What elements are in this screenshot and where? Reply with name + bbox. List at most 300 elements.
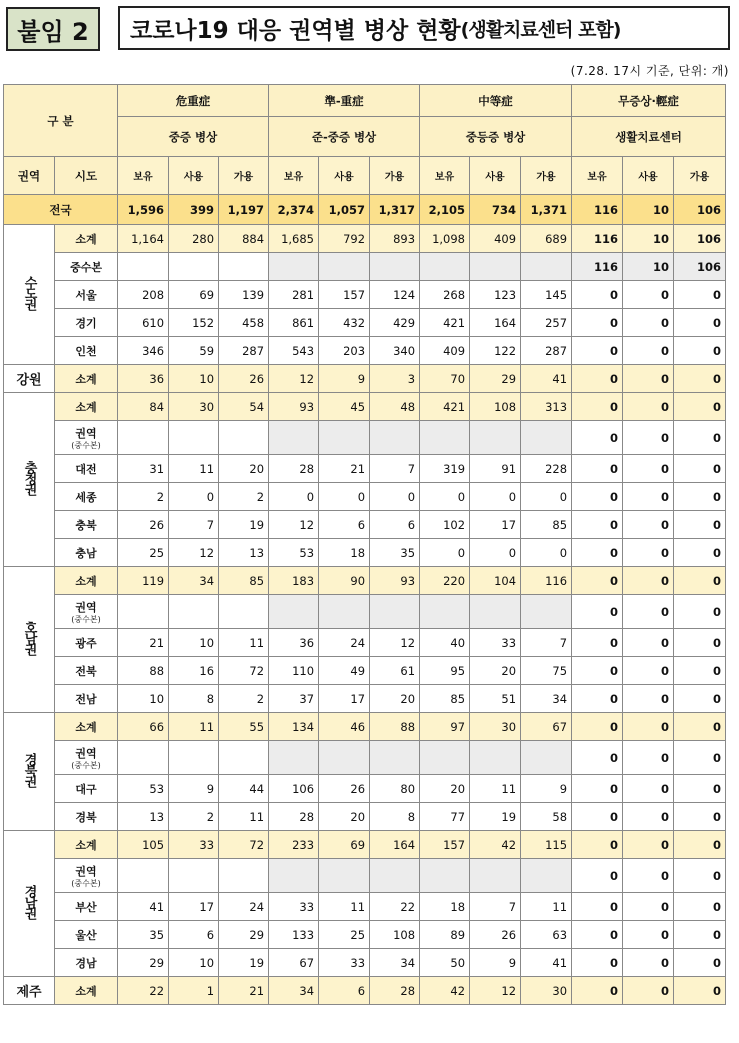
table-cell: 0 — [674, 713, 726, 741]
table-cell: 0 — [623, 365, 674, 393]
sido-name: 경북 — [75, 810, 97, 824]
table-cell — [169, 253, 219, 281]
table-cell: 10 — [623, 225, 674, 253]
table-cell: 34 — [370, 949, 420, 977]
table-cell: 409 — [470, 225, 521, 253]
table-cell: 89 — [420, 921, 470, 949]
table-cell: 58 — [521, 803, 572, 831]
table-cell: 40 — [420, 629, 470, 657]
table-row — [4, 977, 726, 1005]
table-cell: 287 — [219, 337, 269, 365]
region-name: 충청권 — [21, 461, 37, 494]
table-row — [4, 775, 726, 803]
table-cell: 0 — [674, 775, 726, 803]
table-row — [4, 685, 726, 713]
table-cell: 893 — [370, 225, 420, 253]
table-cell: 0 — [623, 393, 674, 421]
table-cell: 0 — [470, 483, 521, 511]
sido-cell — [55, 977, 118, 1005]
table-cell: 134 — [269, 713, 319, 741]
table-cell: 10 — [623, 195, 674, 225]
table-cell: 0 — [572, 455, 623, 483]
table-cell: 106 — [674, 225, 726, 253]
table-cell: 53 — [269, 539, 319, 567]
table-cell: 689 — [521, 225, 572, 253]
sido-cell — [55, 775, 118, 803]
table-cell: 20 — [319, 803, 370, 831]
region-cell — [4, 567, 55, 713]
table-cell: 0 — [572, 921, 623, 949]
sido-name: 울산 — [75, 928, 97, 942]
table-cell: 0 — [572, 713, 623, 741]
header-sub-own: 보유 — [420, 157, 470, 195]
table-cell — [370, 421, 420, 455]
table-cell: 35 — [370, 539, 420, 567]
header-sido: 시도 — [55, 157, 118, 195]
table-cell: 69 — [169, 281, 219, 309]
table-cell: 9 — [319, 365, 370, 393]
table-cell: 29 — [118, 949, 169, 977]
table-row — [4, 595, 726, 629]
table-cell: 0 — [420, 539, 470, 567]
table-cell — [118, 741, 169, 775]
sido-name: 충북 — [75, 518, 97, 532]
sido-cell — [55, 859, 118, 893]
header-sub-used: 사용 — [169, 157, 219, 195]
table-cell: 7 — [169, 511, 219, 539]
table-cell: 36 — [269, 629, 319, 657]
table-cell: 0 — [674, 977, 726, 1005]
sido-cell — [55, 483, 118, 511]
table-row — [4, 893, 726, 921]
table-row — [4, 831, 726, 859]
table-row — [4, 539, 726, 567]
table-cell: 55 — [219, 713, 269, 741]
table-cell: 12 — [269, 365, 319, 393]
table-cell: 0 — [623, 685, 674, 713]
table-cell: 9 — [521, 775, 572, 803]
header-gubun: 구 분 — [4, 85, 118, 157]
table-row — [4, 657, 726, 685]
sido-name: 경기 — [75, 316, 97, 330]
table-cell: 48 — [370, 393, 420, 421]
sido-name: 부산 — [75, 900, 97, 914]
table-cell: 80 — [370, 775, 420, 803]
table-cell: 50 — [420, 949, 470, 977]
table-cell: 0 — [623, 921, 674, 949]
sido-cell — [55, 309, 118, 337]
table-cell: 20 — [470, 657, 521, 685]
header-sub-own: 보유 — [572, 157, 623, 195]
table-cell: 85 — [521, 511, 572, 539]
table-cell: 0 — [674, 309, 726, 337]
table-cell: 13 — [219, 539, 269, 567]
table-cell — [319, 595, 370, 629]
table-cell: 421 — [420, 309, 470, 337]
table-cell: 33 — [470, 629, 521, 657]
table-row — [4, 921, 726, 949]
table-row — [4, 393, 726, 421]
sido-name: 대구 — [75, 782, 97, 796]
table-row — [4, 337, 726, 365]
table-cell: 10 — [118, 685, 169, 713]
table-cell: 20 — [219, 455, 269, 483]
header-sub-avail: 가용 — [219, 157, 269, 195]
table-cell: 0 — [674, 337, 726, 365]
table-cell: 44 — [219, 775, 269, 803]
table-row — [4, 483, 726, 511]
sido-cell — [55, 393, 118, 421]
table-cell: 861 — [269, 309, 319, 337]
sido-cell — [55, 949, 118, 977]
sido-cell — [55, 539, 118, 567]
sido-cell — [55, 253, 118, 281]
table-cell: 139 — [219, 281, 269, 309]
sido-name: 소계 — [75, 400, 97, 414]
table-cell: 34 — [169, 567, 219, 595]
table-cell: 0 — [269, 483, 319, 511]
table-cell: 0 — [572, 893, 623, 921]
table-cell — [219, 741, 269, 775]
sido-name: 소계 — [75, 984, 97, 998]
table-cell: 45 — [319, 393, 370, 421]
header-sub-avail: 가용 — [521, 157, 572, 195]
header-group-hanja: 中等症 — [420, 85, 572, 117]
table-cell: 106 — [674, 195, 726, 225]
table-cell: 108 — [470, 393, 521, 421]
table-cell: 12 — [269, 511, 319, 539]
table-cell: 0 — [572, 657, 623, 685]
header-sub-used: 사용 — [623, 157, 674, 195]
table-cell — [118, 253, 169, 281]
table-cell: 287 — [521, 337, 572, 365]
table-cell: 41 — [521, 949, 572, 977]
table-cell: 0 — [623, 567, 674, 595]
table-cell: 19 — [219, 511, 269, 539]
table-cell: 2 — [118, 483, 169, 511]
table-row — [4, 365, 726, 393]
sido-name: 인천 — [75, 344, 97, 358]
table-cell: 110 — [269, 657, 319, 685]
sido-cell — [55, 657, 118, 685]
table-cell: 97 — [420, 713, 470, 741]
table-cell: 0 — [674, 483, 726, 511]
table-cell — [420, 741, 470, 775]
sido-cell — [55, 831, 118, 859]
table-cell — [521, 741, 572, 775]
table-cell: 102 — [420, 511, 470, 539]
table-cell: 7 — [521, 629, 572, 657]
table-cell: 0 — [572, 511, 623, 539]
table-cell: 0 — [674, 567, 726, 595]
header-group-label: 중증 병상 — [118, 117, 269, 157]
header-sub-own: 보유 — [269, 157, 319, 195]
table-cell: 35 — [118, 921, 169, 949]
header-sub-avail: 가용 — [370, 157, 420, 195]
table-cell: 0 — [674, 539, 726, 567]
table-row-total — [4, 195, 726, 225]
table-cell — [219, 595, 269, 629]
table-cell: 8 — [169, 685, 219, 713]
table-cell: 21 — [118, 629, 169, 657]
table-cell: 0 — [674, 831, 726, 859]
table-cell: 2,105 — [420, 195, 470, 225]
sido-name: 소계 — [75, 232, 97, 246]
table-cell: 1,197 — [219, 195, 269, 225]
table-cell: 0 — [623, 775, 674, 803]
region-name: 수도권 — [21, 276, 37, 309]
table-cell: 24 — [219, 893, 269, 921]
table-cell — [169, 421, 219, 455]
header-row-sub — [4, 157, 726, 195]
table-row — [4, 225, 726, 253]
table-cell: 33 — [319, 949, 370, 977]
table-cell: 0 — [572, 775, 623, 803]
table-cell: 0 — [572, 741, 623, 775]
table-cell: 0 — [521, 483, 572, 511]
table-cell: 0 — [623, 713, 674, 741]
table-cell: 11 — [470, 775, 521, 803]
table-cell: 0 — [623, 595, 674, 629]
table-cell: 66 — [118, 713, 169, 741]
table-cell: 19 — [470, 803, 521, 831]
title-main: 코로나19 대응 권역별 병상 현황 — [130, 17, 461, 44]
table-cell: 21 — [219, 977, 269, 1005]
sido-cell — [55, 893, 118, 921]
table-cell — [470, 253, 521, 281]
table-cell: 0 — [623, 741, 674, 775]
table-cell — [269, 859, 319, 893]
table-cell: 84 — [118, 393, 169, 421]
table-cell: 85 — [420, 685, 470, 713]
table-cell: 0 — [319, 483, 370, 511]
table-cell: 0 — [623, 949, 674, 977]
table-cell: 116 — [572, 253, 623, 281]
table-cell — [470, 595, 521, 629]
table-cell — [420, 859, 470, 893]
table-cell — [169, 859, 219, 893]
table-cell: 0 — [674, 421, 726, 455]
table-cell: 0 — [370, 483, 420, 511]
sido-cell — [55, 365, 118, 393]
table-cell: 164 — [370, 831, 420, 859]
table-cell: 164 — [470, 309, 521, 337]
sido-name: 경남 — [75, 956, 97, 970]
table-cell: 59 — [169, 337, 219, 365]
sido-cell — [55, 803, 118, 831]
table-cell — [370, 253, 420, 281]
table-cell — [118, 421, 169, 455]
table-cell: 0 — [674, 365, 726, 393]
sido-name: 대전 — [75, 462, 97, 476]
table-cell: 6 — [370, 511, 420, 539]
table-cell: 432 — [319, 309, 370, 337]
sido-cell — [55, 685, 118, 713]
table-cell: 10 — [623, 253, 674, 281]
table-cell: 41 — [521, 365, 572, 393]
table-cell: 152 — [169, 309, 219, 337]
table-cell: 108 — [370, 921, 420, 949]
table-cell: 399 — [169, 195, 219, 225]
sido-cell — [55, 455, 118, 483]
table-cell: 25 — [319, 921, 370, 949]
sido-cell — [55, 567, 118, 595]
table-cell: 1,098 — [420, 225, 470, 253]
table-cell — [370, 595, 420, 629]
table-cell: 0 — [572, 483, 623, 511]
table-cell: 0 — [674, 281, 726, 309]
region-cell — [4, 831, 55, 977]
sido-cell — [55, 713, 118, 741]
table-cell: 11 — [521, 893, 572, 921]
table-cell: 1,371 — [521, 195, 572, 225]
sido-name: 소계 — [75, 838, 97, 852]
table-cell: 0 — [623, 977, 674, 1005]
table-cell: 33 — [169, 831, 219, 859]
table-cell: 116 — [572, 195, 623, 225]
table-row — [4, 629, 726, 657]
table-cell: 12 — [169, 539, 219, 567]
table-cell — [319, 741, 370, 775]
table-cell: 610 — [118, 309, 169, 337]
table-cell: 115 — [521, 831, 572, 859]
table-cell — [521, 859, 572, 893]
table-cell: 26 — [319, 775, 370, 803]
table-cell: 31 — [118, 455, 169, 483]
table-cell: 30 — [169, 393, 219, 421]
table-cell: 6 — [319, 977, 370, 1005]
table-cell — [319, 253, 370, 281]
table-cell: 157 — [319, 281, 370, 309]
table-cell: 104 — [470, 567, 521, 595]
table-cell: 0 — [623, 539, 674, 567]
table-cell: 41 — [118, 893, 169, 921]
table-cell: 30 — [470, 713, 521, 741]
table-cell: 0 — [674, 511, 726, 539]
table-row — [4, 455, 726, 483]
table-cell — [269, 595, 319, 629]
sido-name: 권역 — [75, 865, 97, 878]
table-cell: 0 — [572, 629, 623, 657]
table-cell: 0 — [572, 831, 623, 859]
header-group-hanja: 危重症 — [118, 85, 269, 117]
table-cell: 0 — [623, 629, 674, 657]
table-cell: 313 — [521, 393, 572, 421]
table-cell: 203 — [319, 337, 370, 365]
table-cell — [370, 859, 420, 893]
table-cell: 0 — [623, 309, 674, 337]
sido-name: 소계 — [75, 372, 97, 386]
table-cell: 0 — [623, 281, 674, 309]
table-cell: 67 — [521, 713, 572, 741]
table-cell: 26 — [470, 921, 521, 949]
table-cell: 1,317 — [370, 195, 420, 225]
table-cell: 257 — [521, 309, 572, 337]
sido-name: 전북 — [75, 664, 97, 678]
table-cell: 123 — [470, 281, 521, 309]
table-cell: 340 — [370, 337, 420, 365]
table-cell: 1 — [169, 977, 219, 1005]
table-cell: 734 — [470, 195, 521, 225]
table-cell: 0 — [674, 455, 726, 483]
table-row — [4, 713, 726, 741]
table-cell: 0 — [572, 803, 623, 831]
table-row — [4, 803, 726, 831]
header-sub-used: 사용 — [319, 157, 370, 195]
table-cell: 54 — [219, 393, 269, 421]
table-cell: 7 — [370, 455, 420, 483]
table-row — [4, 281, 726, 309]
table-cell — [470, 859, 521, 893]
table-cell — [370, 741, 420, 775]
header-region: 권역 — [4, 157, 55, 195]
table-cell: 0 — [572, 281, 623, 309]
table-cell — [420, 595, 470, 629]
table-row — [4, 949, 726, 977]
table-cell: 228 — [521, 455, 572, 483]
table-cell — [420, 421, 470, 455]
region-name: 경남권 — [21, 885, 37, 918]
table-cell: 46 — [319, 713, 370, 741]
table-cell: 1,685 — [269, 225, 319, 253]
table-cell: 133 — [269, 921, 319, 949]
table-cell: 26 — [219, 365, 269, 393]
table-cell: 61 — [370, 657, 420, 685]
table-cell: 346 — [118, 337, 169, 365]
table-cell: 29 — [470, 365, 521, 393]
table-cell: 145 — [521, 281, 572, 309]
sido-name: 중수본 — [70, 260, 102, 274]
sido-cell — [55, 511, 118, 539]
table-cell: 0 — [420, 483, 470, 511]
table-cell: 421 — [420, 393, 470, 421]
table-cell: 67 — [269, 949, 319, 977]
region-cell: 강원 — [4, 365, 55, 393]
table-cell: 13 — [118, 803, 169, 831]
table-cell: 157 — [420, 831, 470, 859]
attachment-badge: 붙임 2 — [6, 7, 100, 51]
page-header — [6, 6, 621, 52]
table-cell: 116 — [572, 225, 623, 253]
table-cell: 34 — [269, 977, 319, 1005]
table-cell: 0 — [572, 685, 623, 713]
table-cell: 0 — [623, 803, 674, 831]
table-cell: 95 — [420, 657, 470, 685]
table-cell: 280 — [169, 225, 219, 253]
region-cell — [4, 393, 55, 567]
sido-name: 권역 — [75, 427, 97, 440]
table-cell: 0 — [169, 483, 219, 511]
table-cell: 105 — [118, 831, 169, 859]
table-cell: 10 — [169, 949, 219, 977]
table-cell: 37 — [269, 685, 319, 713]
table-cell: 11 — [319, 893, 370, 921]
table-cell: 792 — [319, 225, 370, 253]
table-cell: 0 — [572, 949, 623, 977]
table-cell: 30 — [521, 977, 572, 1005]
table-cell: 88 — [118, 657, 169, 685]
total-label: 전국 — [4, 195, 118, 225]
table-cell: 9 — [470, 949, 521, 977]
table-cell: 106 — [674, 253, 726, 281]
table-cell: 93 — [370, 567, 420, 595]
table-cell: 88 — [370, 713, 420, 741]
table-cell: 208 — [118, 281, 169, 309]
table-row — [4, 741, 726, 775]
table-cell: 0 — [623, 859, 674, 893]
sido-name: 서울 — [75, 288, 97, 302]
table-cell: 409 — [420, 337, 470, 365]
